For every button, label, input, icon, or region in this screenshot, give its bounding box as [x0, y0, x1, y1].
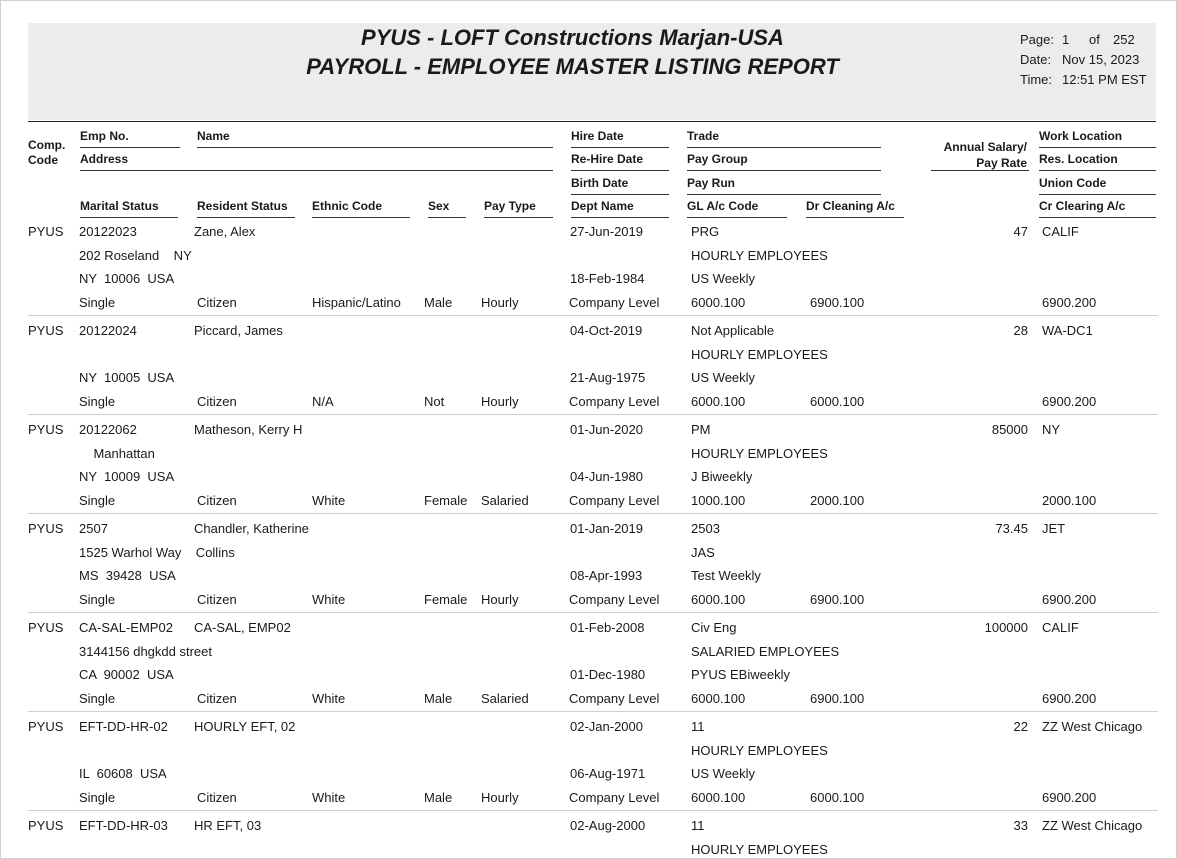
address-line2: NY 10006 USA — [79, 271, 175, 286]
gl-code: 6000.100 — [691, 295, 746, 310]
salary: 85000 — [991, 422, 1028, 437]
hire-date: 01-Feb-2008 — [570, 620, 645, 635]
birth-date: 08-Apr-1993 — [570, 568, 643, 583]
work-location: WA-DC1 — [1042, 323, 1093, 338]
dr-clearing: 6000.100 — [810, 394, 865, 409]
dr-clearing: 6900.100 — [810, 691, 865, 706]
trade: 2503 — [691, 521, 720, 536]
work-location: CALIF — [1042, 224, 1079, 239]
pay-group: HOURLY EMPLOYEES — [691, 446, 828, 461]
rule-ethnic — [312, 217, 410, 218]
trade: Civ Eng — [691, 620, 737, 635]
birth-date: 21-Aug-1975 — [570, 370, 646, 385]
pay-run: Test Weekly — [691, 568, 761, 583]
employee-name: HOURLY EFT, 02 — [194, 719, 296, 734]
pay-group: HOURLY EMPLOYEES — [691, 842, 828, 857]
cr-clearing: 6900.200 — [1042, 295, 1097, 310]
page-number: 1 — [1062, 32, 1070, 47]
col-birth-date: Birth Date — [571, 176, 629, 190]
trade: PRG — [691, 224, 720, 239]
pay-group: HOURLY EMPLOYEES — [691, 347, 828, 362]
dept-name: Company Level — [569, 691, 660, 706]
salary: 22 — [1013, 719, 1028, 734]
employee-record — [1, 620, 1177, 719]
sex: Female — [424, 592, 468, 607]
salary: 73.45 — [995, 521, 1028, 536]
record-separator — [28, 612, 1158, 613]
emp-no: 2507 — [79, 521, 108, 536]
rule-salary — [931, 170, 1029, 171]
record-separator — [28, 414, 1158, 415]
emp-no: 20122062 — [79, 422, 137, 437]
rule-name — [197, 147, 553, 148]
employee-name: Matheson, Kerry H — [194, 422, 303, 437]
col-salary: Annual Salary/ — [943, 140, 1027, 154]
col-emp-no: Emp No. — [80, 129, 129, 143]
address-line2: CA 90002 USA — [79, 667, 174, 682]
employee-record — [1, 323, 1177, 422]
birth-date: 18-Feb-1984 — [570, 271, 645, 286]
work-location: ZZ West Chicago — [1042, 818, 1143, 833]
ethnic-code: White — [312, 790, 346, 805]
birth-date: 06-Aug-1971 — [570, 766, 646, 781]
rule-cr — [1039, 217, 1156, 218]
comp-code: PYUS — [28, 224, 64, 239]
col-rehire-date: Re-Hire Date — [571, 152, 644, 166]
gl-code: 6000.100 — [691, 691, 746, 706]
hire-date: 04-Oct-2019 — [570, 323, 643, 338]
pay-run: PYUS EBiweekly — [691, 667, 790, 682]
pay-run: US Weekly — [691, 370, 756, 385]
pay-type: Hourly — [481, 592, 519, 607]
salary: 100000 — [984, 620, 1028, 635]
dr-clearing: 2000.100 — [810, 493, 865, 508]
emp-no: 20122024 — [79, 323, 137, 338]
rule-resident — [197, 217, 295, 218]
pay-type: Salaried — [481, 493, 529, 508]
record-separator — [28, 810, 1158, 811]
ethnic-code: White — [312, 493, 346, 508]
trade: 11 — [691, 818, 705, 833]
col-pay-type: Pay Type — [484, 199, 536, 213]
col-dept: Dept Name — [571, 199, 634, 213]
col-marital: Marital Status — [80, 199, 159, 213]
ethnic-code: White — [312, 691, 346, 706]
col-pay-run: Pay Run — [687, 176, 736, 190]
col-gl: GL A/c Code — [687, 199, 759, 213]
employee-name: HR EFT, 03 — [194, 818, 262, 833]
rule-marital — [80, 217, 178, 218]
rule-trade — [687, 147, 881, 148]
emp-no: EFT-DD-HR-02 — [79, 719, 168, 734]
employee-name: CA-SAL, EMP02 — [194, 620, 291, 635]
header-top-rule — [28, 121, 1156, 122]
birth-date: 04-Jun-1980 — [570, 469, 643, 484]
comp-code: PYUS — [28, 521, 64, 536]
date-label: Date: — [1020, 52, 1052, 67]
pay-type: Salaried — [481, 691, 529, 706]
report-date: Nov 15, 2023 — [1062, 52, 1140, 67]
resident-status: Citizen — [197, 394, 237, 409]
dept-name: Company Level — [569, 394, 660, 409]
record-separator — [28, 711, 1158, 712]
col-sex: Sex — [428, 199, 450, 213]
rule-birth-date — [571, 194, 669, 195]
dept-name: Company Level — [569, 592, 660, 607]
ethnic-code: N/A — [312, 394, 334, 409]
work-location: CALIF — [1042, 620, 1079, 635]
rule-pay-run — [687, 194, 881, 195]
sex: Female — [424, 493, 468, 508]
comp-code: PYUS — [28, 422, 64, 437]
comp-code: PYUS — [28, 620, 64, 635]
rule-union — [1039, 194, 1156, 195]
resident-status: Citizen — [197, 295, 237, 310]
resident-status: Citizen — [197, 691, 237, 706]
cr-clearing: 6900.200 — [1042, 592, 1097, 607]
birth-date: 01-Dec-1980 — [570, 667, 646, 682]
comp-code: PYUS — [28, 323, 64, 338]
hire-date: 02-Aug-2000 — [570, 818, 646, 833]
salary: 28 — [1013, 323, 1028, 338]
dr-clearing: 6000.100 — [810, 790, 865, 805]
col-work-loc: Work Location — [1039, 129, 1123, 143]
record-separator — [28, 513, 1158, 514]
comp-code: PYUS — [28, 818, 64, 833]
address-line2: NY 10005 USA — [79, 370, 175, 385]
marital-status: Single — [79, 394, 116, 409]
trade: 11 — [691, 719, 705, 734]
gl-code: 6000.100 — [691, 592, 746, 607]
col-union: Union Code — [1039, 176, 1107, 190]
emp-no: EFT-DD-HR-03 — [79, 818, 168, 833]
ethnic-code: White — [312, 592, 346, 607]
report-title: PAYROLL - EMPLOYEE MASTER LISTING REPORT — [306, 54, 839, 79]
col-comp: Comp. — [28, 138, 66, 152]
trade: PM — [691, 422, 711, 437]
col-code: Code — [28, 153, 58, 167]
resident-status: Citizen — [197, 493, 237, 508]
report-time: 12:51 PM EST — [1062, 72, 1147, 87]
emp-no: CA-SAL-EMP02 — [79, 620, 173, 635]
col-res-loc: Res. Location — [1039, 152, 1118, 166]
trade: Not Applicable — [691, 323, 775, 338]
work-location: ZZ West Chicago — [1042, 719, 1143, 734]
col-pay-group: Pay Group — [687, 152, 748, 166]
ethnic-code: Hispanic/Latino — [312, 295, 401, 310]
employee-name: Zane, Alex — [194, 224, 256, 239]
sex: Male — [424, 691, 453, 706]
address-line2: MS 39428 USA — [79, 568, 176, 583]
gl-code: 6000.100 — [691, 790, 746, 805]
pay-group: SALARIED EMPLOYEES — [691, 644, 840, 659]
pay-group: HOURLY EMPLOYEES — [691, 248, 828, 263]
rule-sex — [428, 217, 466, 218]
hire-date: 02-Jan-2000 — [570, 719, 643, 734]
marital-status: Single — [79, 493, 116, 508]
address-line1: Manhattan — [79, 446, 155, 461]
marital-status: Single — [79, 790, 116, 805]
employee-record — [1, 521, 1177, 620]
marital-status: Single — [79, 295, 116, 310]
col-dr: Dr Cleaning A/c — [806, 199, 895, 213]
dept-name: Company Level — [569, 493, 660, 508]
cr-clearing: 6900.200 — [1042, 790, 1097, 805]
time-label: Time: — [1020, 72, 1053, 87]
col-name: Name — [197, 129, 230, 143]
marital-status: Single — [79, 691, 116, 706]
dr-clearing: 6900.100 — [810, 592, 865, 607]
address-line1: 1525 Warhol Way Collins — [79, 545, 235, 560]
col-ethnic: Ethnic Code — [312, 199, 383, 213]
employee-record — [1, 719, 1177, 818]
col-cr: Cr Clearing A/c — [1039, 199, 1126, 213]
sex: Male — [424, 295, 453, 310]
sex: Not — [424, 394, 445, 409]
pay-group: JAS — [691, 545, 715, 560]
record-separator — [28, 315, 1158, 316]
cr-clearing: 2000.100 — [1042, 493, 1097, 508]
rule-work-loc — [1039, 147, 1156, 148]
pay-type: Hourly — [481, 295, 519, 310]
rule-pay-type — [484, 217, 553, 218]
employee-name: Piccard, James — [194, 323, 283, 338]
page-total: 252 — [1113, 32, 1135, 47]
gl-code: 6000.100 — [691, 394, 746, 409]
comp-code: PYUS — [28, 719, 64, 734]
hire-date: 01-Jan-2019 — [570, 521, 643, 536]
dept-name: Company Level — [569, 295, 660, 310]
col-resident: Resident Status — [197, 199, 288, 213]
gl-code: 1000.100 — [691, 493, 746, 508]
rule-pay-group — [687, 170, 881, 171]
rule-dept — [571, 217, 669, 218]
salary: 47 — [1013, 224, 1028, 239]
col-pay-rate: Pay Rate — [976, 156, 1027, 170]
col-hire-date: Hire Date — [571, 129, 624, 143]
address-line2: NY 10009 USA — [79, 469, 175, 484]
dr-clearing: 6900.100 — [810, 295, 865, 310]
sex: Male — [424, 790, 453, 805]
hire-date: 01-Jun-2020 — [570, 422, 643, 437]
work-location: NY — [1042, 422, 1061, 437]
pay-run: US Weekly — [691, 271, 756, 286]
marital-status: Single — [79, 592, 116, 607]
rule-address — [80, 170, 553, 171]
resident-status: Citizen — [197, 790, 237, 805]
hire-date: 27-Jun-2019 — [570, 224, 643, 239]
rule-hire-date — [571, 147, 669, 148]
rule-res-loc — [1039, 170, 1156, 171]
address-line1: 202 Roseland NY — [79, 248, 192, 263]
dept-name: Company Level — [569, 790, 660, 805]
pay-type: Hourly — [481, 790, 519, 805]
employee-record — [1, 224, 1177, 323]
rule-rehire-date — [571, 170, 669, 171]
work-location: JET — [1042, 521, 1066, 536]
cr-clearing: 6900.200 — [1042, 394, 1097, 409]
page-label: Page: — [1020, 32, 1054, 47]
rule-gl — [687, 217, 787, 218]
col-address: Address — [80, 152, 129, 166]
rule-emp-no — [80, 147, 180, 148]
resident-status: Citizen — [197, 592, 237, 607]
pay-group: HOURLY EMPLOYEES — [691, 743, 828, 758]
cr-clearing: 6900.200 — [1042, 691, 1097, 706]
employee-record — [1, 818, 1177, 859]
salary: 33 — [1013, 818, 1028, 833]
address-line2: IL 60608 USA — [79, 766, 167, 781]
company-title: PYUS - LOFT Constructions Marjan-USA — [361, 25, 784, 50]
emp-no: 20122023 — [79, 224, 137, 239]
pay-type: Hourly — [481, 394, 519, 409]
rule-dr — [806, 217, 904, 218]
pay-run: J Biweekly — [691, 469, 753, 484]
pay-run: US Weekly — [691, 766, 756, 781]
address-line1: 3144156 dhgkdd street — [79, 644, 212, 659]
employee-record — [1, 422, 1177, 521]
employee-name: Chandler, Katherine — [194, 521, 309, 536]
of-label: of — [1089, 32, 1100, 47]
col-trade: Trade — [687, 129, 720, 143]
